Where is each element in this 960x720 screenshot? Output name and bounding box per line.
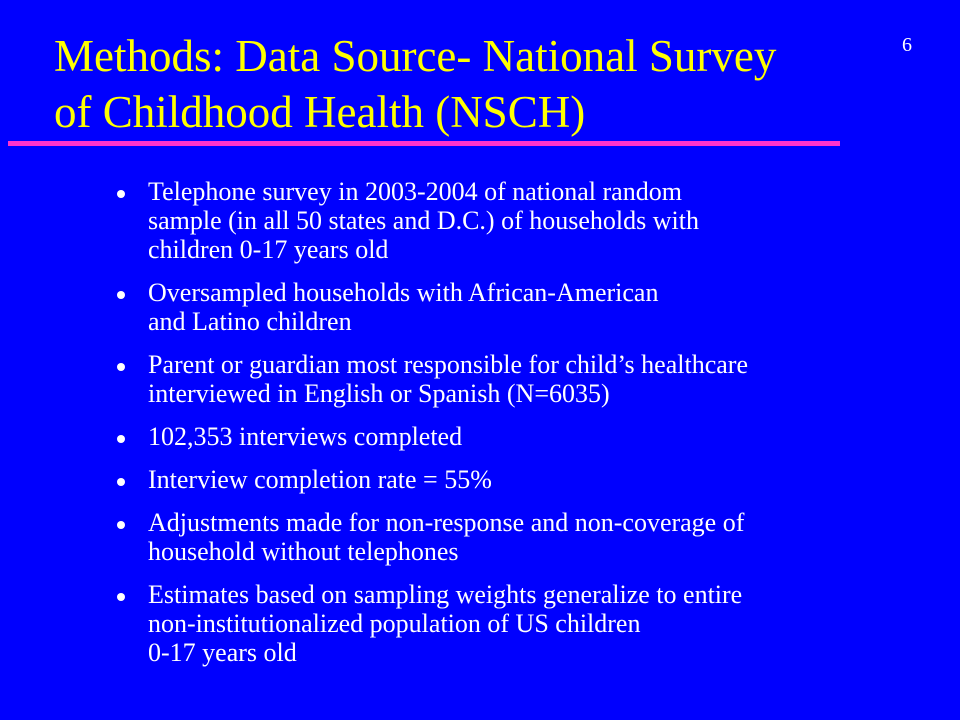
bullet-item-interviews-completed xyxy=(114,422,914,451)
bullet-text: Estimates based on sampling weights generalize to entire non-institutionalized population of US children 0-17 years old xyxy=(148,580,743,667)
slide-number: 6 xyxy=(902,34,912,56)
bullet-text: Parent or guardian most responsible for child’s healthcare interviewed in English or Spanish (N=6035) xyxy=(148,350,748,408)
bullet-icon xyxy=(117,291,125,299)
bullet-text: 102,353 interviews completed xyxy=(148,422,463,451)
bullet-item-estimates xyxy=(114,580,914,667)
bullet-item-oversampled xyxy=(114,278,914,336)
bullet-icon xyxy=(117,593,125,601)
bullet-icon xyxy=(117,190,125,198)
slide-title: Methods: Data Source- National Survey of Childhood Health (NSCH) xyxy=(54,31,777,137)
bullet-icon xyxy=(117,478,125,486)
bullet-list xyxy=(114,177,914,681)
bullet-icon xyxy=(117,363,125,371)
bullet-item-telephone-survey xyxy=(114,177,914,264)
bullet-icon xyxy=(117,435,125,443)
bullet-text: Adjustments made for non-response and non-coverage of household without telephones xyxy=(148,508,745,566)
bullet-text: Telephone survey in 2003-2004 of national random sample (in all 50 states and D.C.) of households with children 0-17 years old xyxy=(148,177,699,264)
bullet-icon xyxy=(117,521,125,529)
bullet-text: Oversampled households with African-American and Latino children xyxy=(148,278,659,336)
title-underline xyxy=(8,141,840,146)
bullet-item-completion-rate xyxy=(114,465,914,494)
bullet-text: Interview completion rate = 55% xyxy=(148,465,492,494)
bullet-item-parent-guardian xyxy=(114,350,914,408)
bullet-item-adjustments xyxy=(114,508,914,566)
